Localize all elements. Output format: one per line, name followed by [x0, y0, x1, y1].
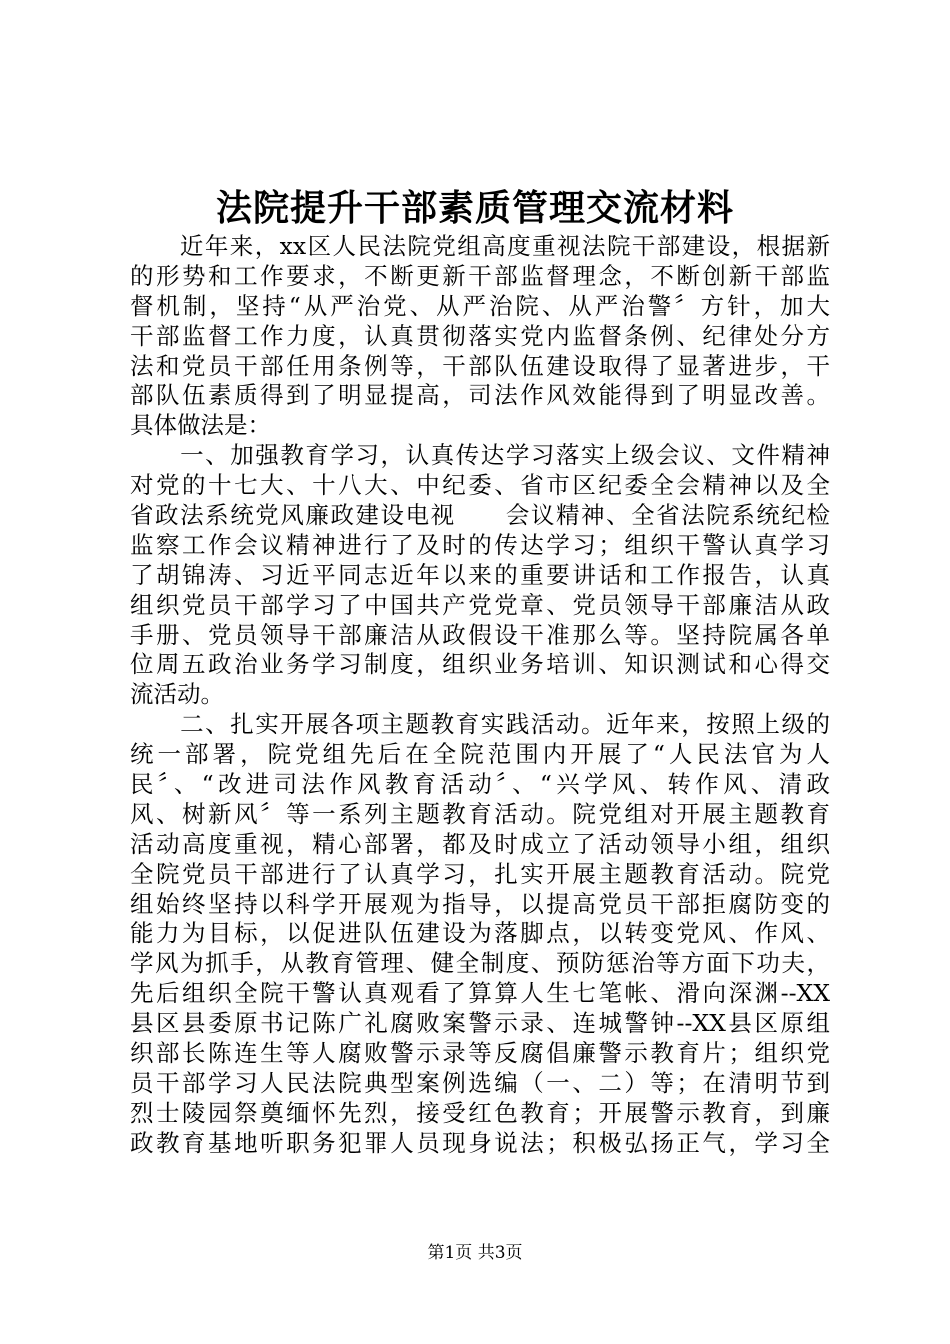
text-line: 风、树新风〞等一系列主题教育活动。院党组对开展主题教育 — [130, 799, 830, 828]
text-line: 干部监督工作力度，认真贯彻落实党内监督条例、纪律处分方 — [130, 321, 830, 350]
document-title: 法院提升干部素质管理交流材料 — [215, 187, 734, 229]
text-line: 员干部学习人民法院典型案例选编（一、二）等；在清明节到 — [130, 1068, 830, 1097]
text-line: 一、加强教育学习，认真传达学习落实上级会议、文件精神 — [130, 441, 830, 470]
text-line: 织部长陈连生等人腐败警示录等反腐倡廉警示教育片；组织党 — [130, 1039, 830, 1068]
text-line: 统一部署，院党组先后在全院范围内开展了“人民法官为人 — [130, 740, 830, 769]
text-line: 流活动。 — [130, 680, 224, 709]
text-line: 位周五政治业务学习制度，组织业务培训、知识测试和心得交 — [130, 650, 830, 679]
text-line: 具体做法是： — [130, 411, 271, 440]
text-line: 二、扎实开展各项主题教育实践活动。近年来，按照上级的 — [130, 710, 830, 739]
text-line: 的形势和工作要求，不断更新干部监督理念，不断创新干部监 — [130, 261, 830, 290]
text-line: 民〞、“改进司法作风教育活动〞、“兴学风、转作风、清政 — [130, 770, 830, 799]
text-line: 手册、党员领导干部廉洁从政假设干准那么等。坚持院属各单 — [130, 620, 830, 649]
text-line: 了胡锦涛、习近平同志近年以来的重要讲话和工作报告，认真 — [130, 560, 830, 589]
text-line: 县区县委原书记陈广礼腐败案警示录、连城警钟--XX县区原组 — [130, 1009, 830, 1038]
text-line: 法和党员干部任用条例等，干部队伍建设取得了显著进步，干 — [130, 351, 830, 380]
text-line: 部队伍素质得到了明显提高，司法作风效能得到了明显改善。 — [130, 381, 830, 410]
text-line: 组织党员干部学习了中国共产党党章、党员领导干部廉洁从政 — [130, 590, 830, 619]
text-line: 能力为目标，以促进队伍建设为落脚点，以转变党风、作风、 — [130, 919, 830, 948]
text-line: 先后组织全院干警认真观看了算算人生七笔帐、滑向深渊--XX — [130, 979, 830, 1008]
text-line: 政教育基地听职务犯罪人员现身说法；积极弘扬正气，学习全 — [130, 1128, 830, 1157]
text-line: 活动高度重视，精心部署，都及时成立了活动领导小组，组织 — [130, 829, 830, 858]
text-line: 组始终坚持以科学开展观为指导，以提高党员干部拒腐防变的 — [130, 889, 830, 918]
text-line: 督机制，坚持“从严治党、从严治院、从严治警〞方针，加大 — [130, 291, 830, 320]
text-line: 学风为抓手，从教育管理、健全制度、预防惩治等方面下功夫， — [130, 949, 830, 978]
text-line: 省政法系统党风廉政建设电视 会议精神、全省法院系统纪检 — [130, 501, 830, 530]
text-line: 近年来，xx区人民法院党组高度重视法院干部建设，根据新 — [130, 232, 830, 260]
text-line: 对党的十七大、十八大、中纪委、省市区纪委全会精神以及全 — [130, 471, 830, 500]
document-body — [130, 232, 830, 1159]
text-line: 烈士陵园祭奠缅怀先烈，接受红色教育；开展警示教育，到廉 — [130, 1098, 830, 1127]
text-line: 全院党员干部进行了认真学习，扎实开展主题教育活动。院党 — [130, 859, 830, 888]
text-line: 监察工作会议精神进行了及时的传达学习；组织干警认真学习 — [130, 530, 830, 559]
page-footer: 第1页 共3页 — [427, 1243, 523, 1263]
